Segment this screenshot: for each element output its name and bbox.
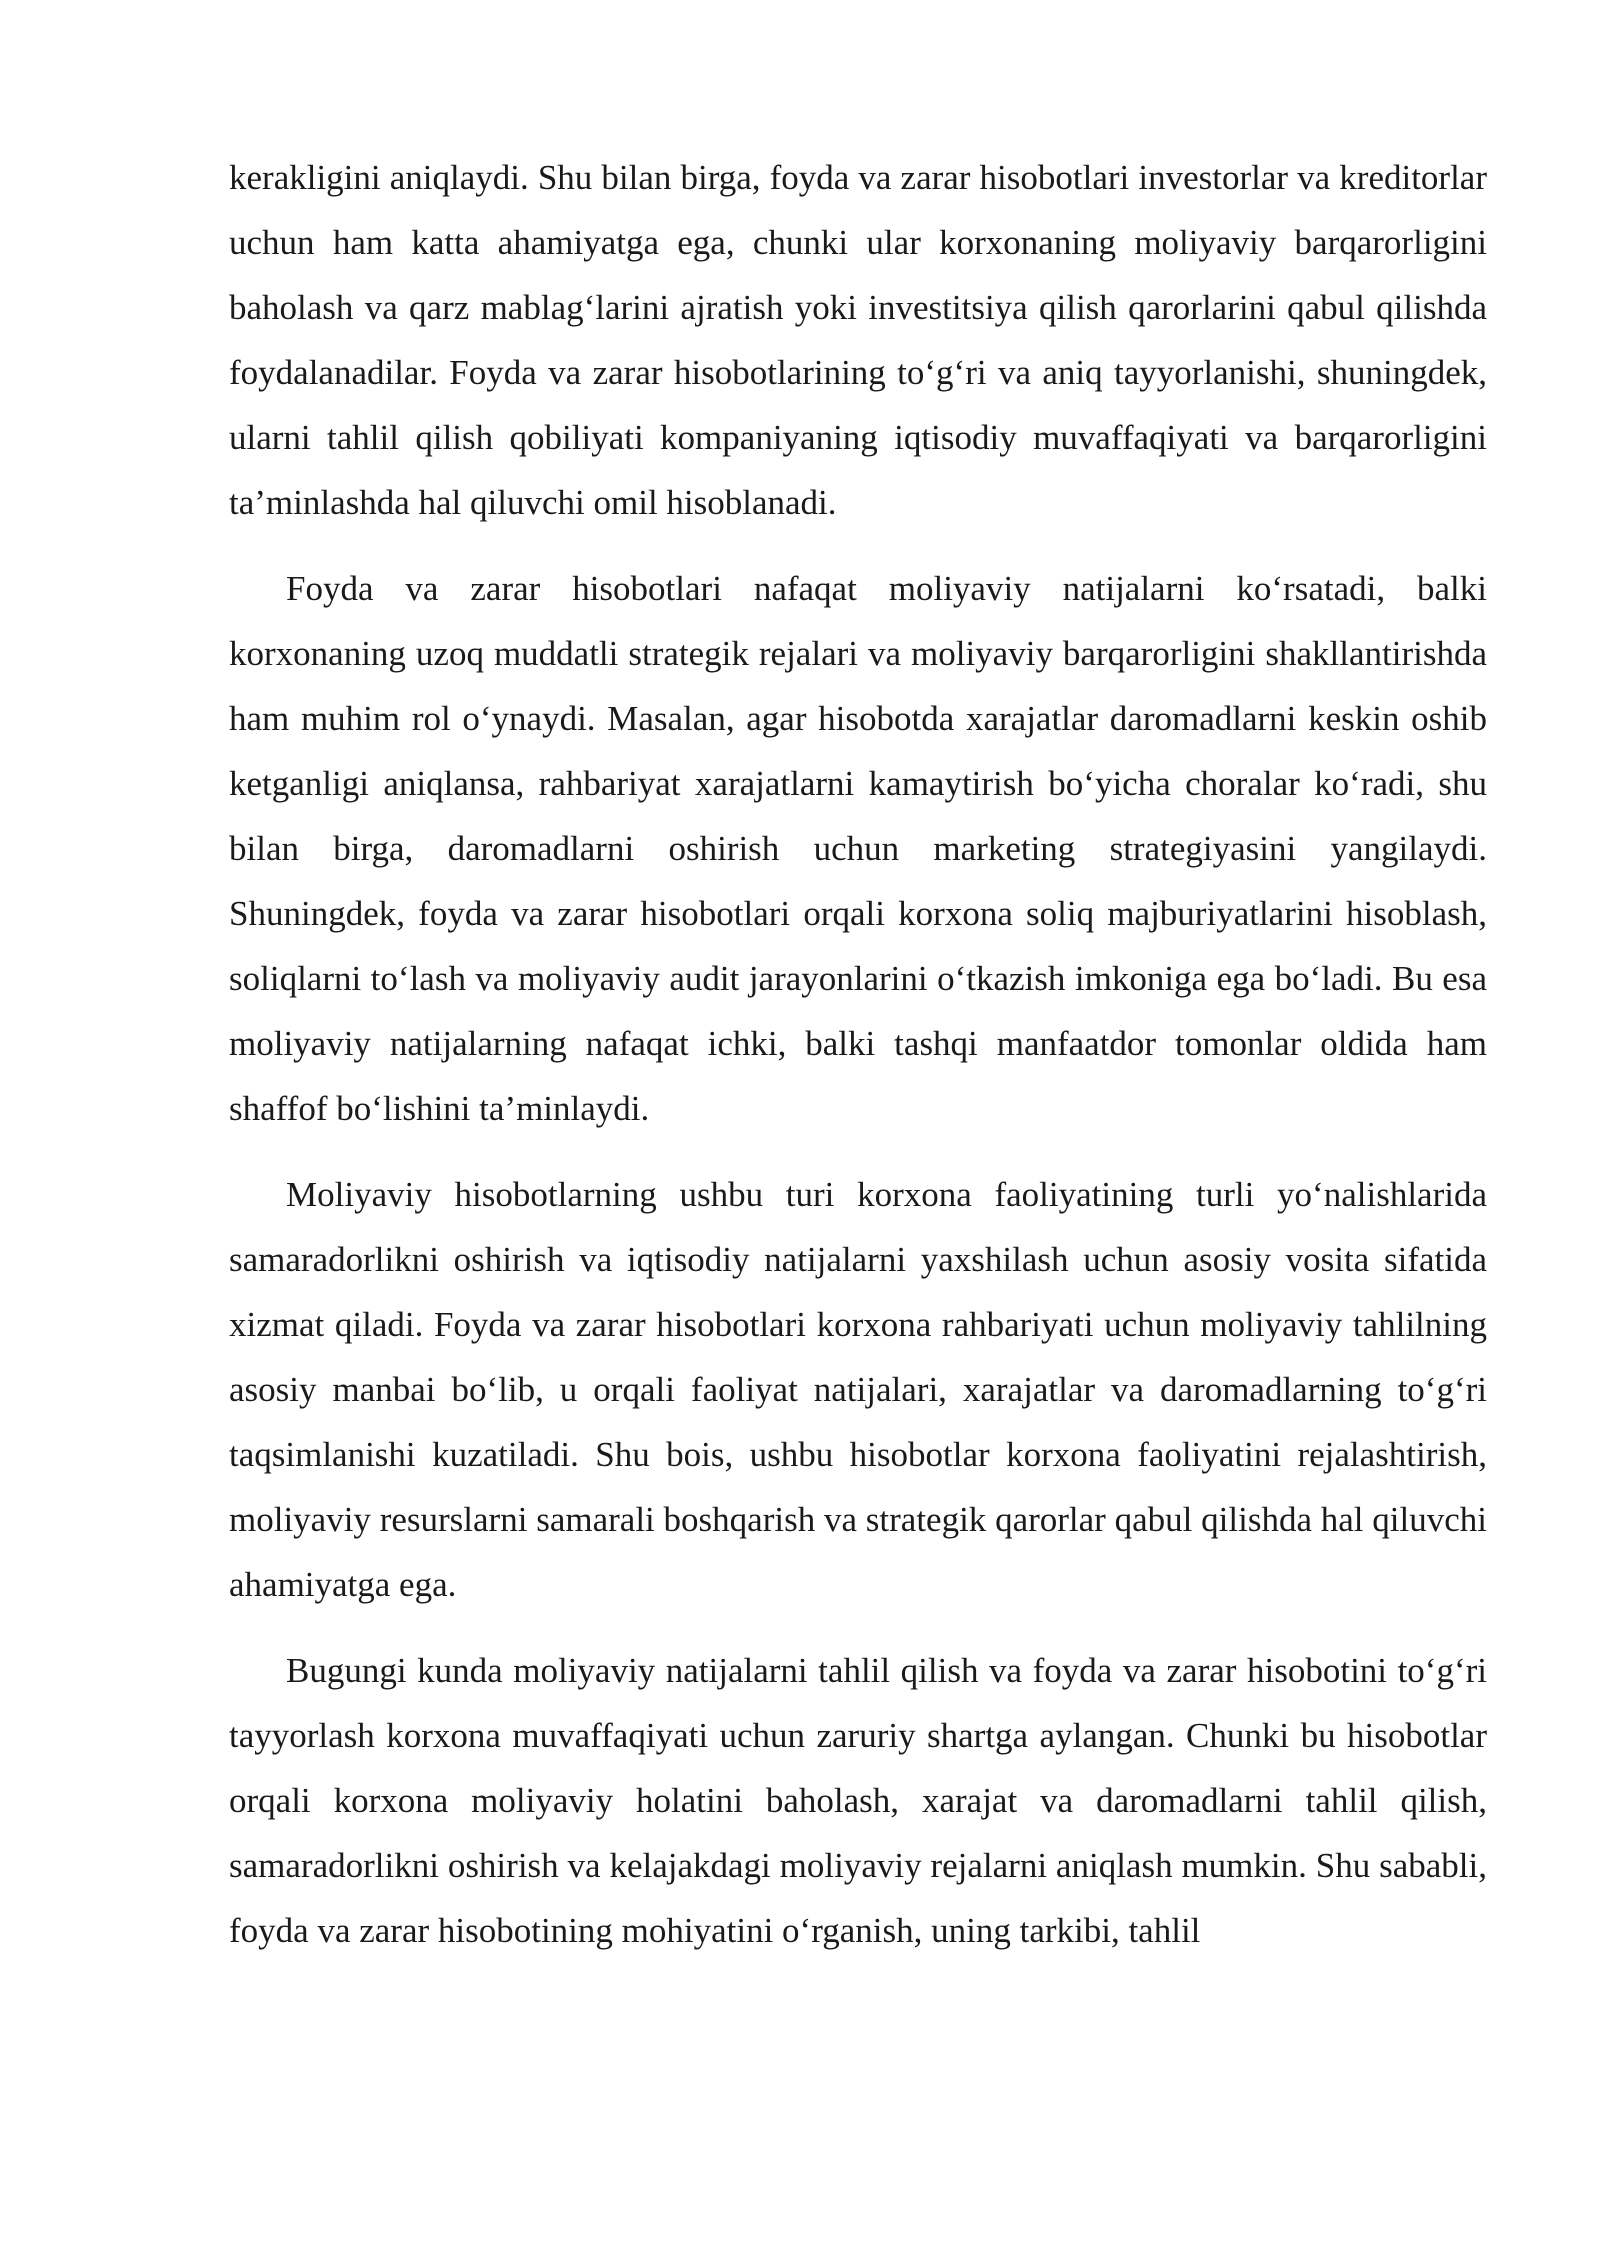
paragraph-continuation: kerakligini aniqlaydi. Shu bilan birga, foyda va zarar hisobotlari investorlar va kreditorlar uchun ham katta ahamiyatga ega, chunki ular korxonaning moliyaviy barqarorligini baholash va qarz mablag‘larini ajratish yoki investitsiya qilish qarorlarini qabul qilishda foydalanadilar. Foyda va zarar hisobotlarining to‘g‘ri va aniq tayyorlanishi, shuningdek, ularni tahlil qilish qobiliyati kompaniyaning iqtisodiy muvaffaqiyati va barqarorligini ta’minlashda hal qiluvchi omil hisoblanadi. [229,158,1487,522]
body-text [229,145,1487,1984]
paragraph: Moliyaviy hisobotlarning ushbu turi korxona faoliyatining turli yo‘nalishlarida samaradorlikni oshirish va iqtisodiy natijalarni yaxshilash uchun asosiy vosita sifatida xizmat qiladi. Foyda va zarar hisobotlari korxona rahbariyati uchun moliyaviy tahlilning asosiy manbai bo‘lib, u orqali faoliyat natijalari, xarajatlar va daromadlarning to‘g‘ri taqsimlanishi kuzatiladi. Shu bois, ushbu hisobotlar korxona faoliyatini rejalashtirish, moliyaviy resurslarni samarali boshqarish va strategik qarorlar qabul qilishda hal qiluvchi ahamiyatga ega. [229,1175,1487,1604]
paragraph: Foyda va zarar hisobotlari nafaqat moliyaviy natijalarni ko‘rsatadi, balki korxonaning uzoq muddatli strategik rejalari va moliyaviy barqarorligini shakllantirishda ham muhim rol o‘ynaydi. Masalan, agar hisobotda xarajatlar daromadlarni keskin oshib ketganligi aniqlansa, rahbariyat xarajatlarni kamaytirish bo‘yicha choralar ko‘radi, shu bilan birga, daromadlarni oshirish uchun marketing strategiyasini yangilaydi. Shuningdek, foyda va zarar hisobotlari orqali korxona soliq majburiyatlarini hisoblash, soliqlarni to‘lash va moliyaviy audit jarayonlarini o‘tkazish imkoniga ega bo‘ladi. Bu esa moliyaviy natijalarning nafaqat ichki, balki tashqi manfaatdor tomonlar oldida ham shaffof bo‘lishini ta’minlaydi. [229,569,1487,1128]
paragraph: Bugungi kunda moliyaviy natijalarni tahlil qilish va foyda va zarar hisobotini to‘g‘ri tayyorlash korxona muvaffaqiyati uchun zaruriy shartga aylangan. Chunki bu hisobotlar orqali korxona moliyaviy holatini baholash, xarajat va daromadlarni tahlil qilish, samaradorlikni oshirish va kelajakdagi moliyaviy rejalarni aniqlash mumkin. Shu sababli, foyda va zarar hisobotining mohiyatini o‘rganish, uning tarkibi, tahlil [229,1651,1487,1950]
